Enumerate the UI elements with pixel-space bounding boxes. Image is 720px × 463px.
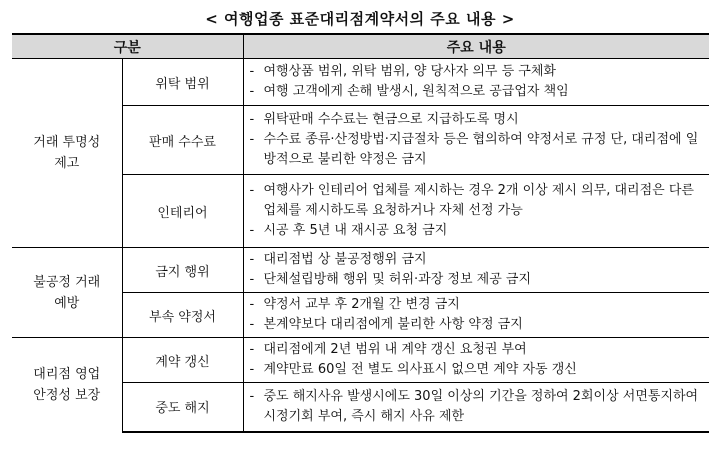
content-item-text: 계약만료 60일 전 별도 의사표시 없으면 계약 자동 갱신 bbox=[263, 362, 577, 377]
table-row bbox=[12, 338, 709, 383]
bullet-dash: - bbox=[249, 362, 255, 377]
content-item-text: 위탁판매 수수료는 현금으로 지급하도록 명시 bbox=[263, 112, 519, 127]
content-cell bbox=[243, 293, 709, 338]
content-item bbox=[250, 221, 706, 241]
document-title: < 여행업종 표준대리점계약서의 주요 내용 > bbox=[205, 10, 515, 28]
content-item-text: 여행 고객에게 손해 발생시, 원칙적으로 공급업자 책임 bbox=[263, 84, 569, 99]
content-item-text: 여행상품 범위, 위탁 범위, 양 당사자 의무 등 구체화 bbox=[263, 64, 556, 79]
subcategory-cell: 위탁 범위 bbox=[122, 59, 243, 106]
content-item-text: 약정서 교부 후 2개월 간 변경 금지 bbox=[263, 297, 460, 312]
content-item bbox=[250, 295, 706, 315]
content-item bbox=[250, 387, 706, 427]
subcategory-cell: 금지 행위 bbox=[122, 248, 243, 293]
content-item bbox=[250, 82, 706, 102]
bullet-dash: - bbox=[249, 112, 255, 127]
content-cell bbox=[243, 248, 709, 293]
content-item bbox=[250, 130, 706, 170]
bullet-dash: - bbox=[249, 342, 255, 357]
bullet-dash: - bbox=[249, 297, 255, 312]
category-cell bbox=[12, 59, 122, 248]
bullet-dash: - bbox=[249, 272, 255, 287]
content-cell bbox=[243, 59, 709, 106]
content-item-text: 본계약보다 대리점에게 불리한 사항 약정 금지 bbox=[263, 317, 523, 332]
content-cell bbox=[243, 338, 709, 383]
table-row bbox=[12, 59, 709, 106]
bullet-dash: - bbox=[249, 252, 255, 267]
content-item bbox=[250, 250, 706, 270]
content-cell bbox=[243, 106, 709, 175]
contract-summary-table bbox=[12, 33, 709, 433]
table-body bbox=[12, 59, 709, 432]
category-name-line: 안정성 보장 bbox=[33, 387, 101, 403]
content-cell bbox=[243, 383, 709, 432]
category-name-line: 제고 bbox=[54, 156, 80, 171]
bullet-dash: - bbox=[249, 132, 255, 147]
content-cell bbox=[243, 175, 709, 248]
subcategory-cell: 계약 갱신 bbox=[122, 338, 243, 383]
bullet-dash: - bbox=[249, 388, 255, 404]
content-item-text: 여행사가 인테리어 업체를 제시하는 경우 2개 이상 제시 의무, 대리점은 다른 업체를 제시하도록 요청하거나 자체 선정 가능 bbox=[263, 183, 694, 218]
category-name-line: 거래 투명성 bbox=[33, 135, 101, 150]
category-name-line: 불공정 거래 bbox=[33, 274, 101, 290]
category-name-line: 예방 bbox=[54, 295, 80, 311]
subcategory-cell: 부속 약정서 bbox=[122, 293, 243, 338]
content-item-text: 중도 해지사유 발생시에도 30일 이상의 기간을 정하여 2회이상 서면통지하여 시정기회 부여, 즉시 해지 사유 제한 bbox=[263, 388, 699, 424]
content-item-text: 대리점에게 2년 범위 내 계약 갱신 요청권 부여 bbox=[263, 342, 527, 357]
subcategory-cell: 인테리어 bbox=[122, 175, 243, 248]
subcategory-cell: 판매 수수료 bbox=[122, 106, 243, 175]
table-row bbox=[12, 248, 709, 293]
content-item bbox=[250, 340, 706, 360]
header-category: 구분 bbox=[12, 34, 243, 59]
category-name-line: 대리점 영업 bbox=[33, 366, 101, 382]
content-item bbox=[250, 315, 706, 335]
category-cell bbox=[12, 338, 122, 432]
content-item bbox=[250, 110, 706, 130]
category-cell bbox=[12, 248, 122, 338]
bullet-dash: - bbox=[249, 64, 255, 79]
content-item-text: 단체설립방해 행위 및 허위·과장 정보 제공 금지 bbox=[263, 272, 532, 287]
bullet-dash: - bbox=[249, 223, 255, 238]
content-item bbox=[250, 181, 706, 221]
subcategory-cell: 중도 해지 bbox=[122, 383, 243, 432]
content-item-text: 수수료 종류·산정방법·지급절차 등은 협의하여 약정서로 규정 단, 대리점에 일방적으로 불리한 약정은 금지 bbox=[263, 132, 699, 167]
header-row bbox=[12, 34, 709, 59]
header-content: 주요 내용 bbox=[243, 34, 709, 59]
bullet-dash: - bbox=[249, 317, 255, 332]
content-item-text: 시공 후 5년 내 재시공 요청 금지 bbox=[263, 223, 448, 238]
content-item bbox=[250, 270, 706, 290]
bullet-dash: - bbox=[249, 183, 255, 198]
content-item bbox=[250, 62, 706, 82]
content-item bbox=[250, 360, 706, 380]
bullet-dash: - bbox=[249, 84, 255, 99]
content-item-text: 대리점법 상 불공정행위 금지 bbox=[263, 252, 427, 267]
